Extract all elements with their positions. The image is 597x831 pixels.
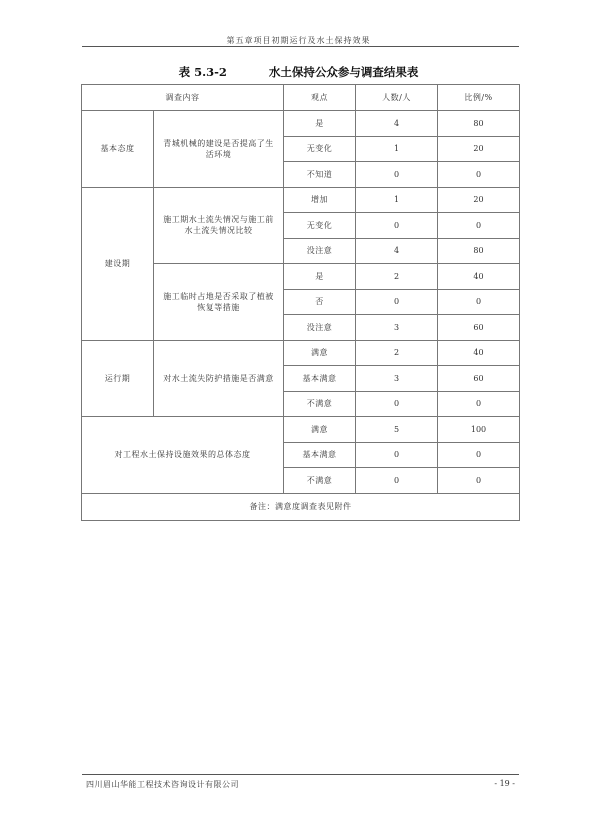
question-cell: 对水土流失防护措施是否满意 — [154, 340, 284, 417]
view-cell: 不满意 — [284, 391, 356, 417]
count-cell: 0 — [356, 391, 438, 417]
view-cell: 是 — [284, 111, 356, 137]
count-cell: 1 — [356, 187, 438, 213]
count-cell: 0 — [356, 213, 438, 239]
ratio-cell: 60 — [438, 315, 520, 341]
view-cell: 是 — [284, 264, 356, 290]
view-cell: 无变化 — [284, 213, 356, 239]
table-name: 水土保持公众参与调查结果表 — [268, 65, 419, 79]
header-view: 观点 — [284, 85, 356, 111]
count-cell: 4 — [356, 111, 438, 137]
table-row — [82, 340, 520, 366]
header-count: 人数/人 — [356, 85, 438, 111]
view-cell: 没注意 — [284, 315, 356, 341]
ratio-cell: 0 — [438, 391, 520, 417]
page-number: - 19 - — [494, 779, 515, 788]
view-cell: 满意 — [284, 340, 356, 366]
footer-company: 四川眉山华能工程技术咨询设计有限公司 — [86, 780, 239, 789]
view-cell: 不满意 — [284, 468, 356, 494]
view-cell: 增加 — [284, 187, 356, 213]
view-cell: 基本满意 — [284, 442, 356, 468]
question-cell: 施工期水土流失情况与施工前水土流失情况比较 — [154, 187, 284, 264]
table-header-row — [82, 85, 520, 111]
header-ratio: 比例/% — [438, 85, 520, 111]
count-cell: 0 — [356, 289, 438, 315]
view-cell: 基本满意 — [284, 366, 356, 392]
ratio-cell: 0 — [438, 442, 520, 468]
ratio-cell: 60 — [438, 366, 520, 392]
table-row — [82, 187, 520, 213]
table-number: 表 5.3-2 — [178, 65, 227, 79]
ratio-cell: 0 — [438, 289, 520, 315]
count-cell: 4 — [356, 238, 438, 264]
footer-rule — [82, 774, 519, 775]
count-cell: 3 — [356, 366, 438, 392]
ratio-cell: 100 — [438, 417, 520, 443]
ratio-cell: 80 — [438, 111, 520, 137]
count-cell: 5 — [356, 417, 438, 443]
question-cell: 青城机械的建设是否提高了生活环境 — [154, 111, 284, 188]
count-cell: 0 — [356, 468, 438, 494]
count-cell: 2 — [356, 340, 438, 366]
header-rule — [82, 46, 519, 47]
ratio-cell: 0 — [438, 162, 520, 188]
ratio-cell: 0 — [438, 213, 520, 239]
overall-question-cell: 对工程水土保持设施效果的总体态度 — [82, 417, 284, 494]
view-cell: 满意 — [284, 417, 356, 443]
category-cell: 建设期 — [82, 187, 154, 340]
ratio-cell: 40 — [438, 340, 520, 366]
count-cell: 0 — [356, 442, 438, 468]
header-content: 调查内容 — [82, 85, 284, 111]
ratio-cell: 20 — [438, 187, 520, 213]
table-row — [82, 111, 520, 137]
table-title — [0, 64, 597, 80]
ratio-cell: 0 — [438, 468, 520, 494]
count-cell: 0 — [356, 162, 438, 188]
view-cell: 没注意 — [284, 238, 356, 264]
count-cell: 3 — [356, 315, 438, 341]
ratio-cell: 80 — [438, 238, 520, 264]
view-cell: 不知道 — [284, 162, 356, 188]
count-cell: 2 — [356, 264, 438, 290]
ratio-cell: 20 — [438, 136, 520, 162]
note-row — [82, 493, 520, 520]
view-cell: 否 — [284, 289, 356, 315]
question-cell: 施工临时占地是否采取了植被恢复等措施 — [154, 264, 284, 341]
note-cell: 备注：满意度调查表见附件 — [82, 493, 520, 520]
category-cell: 基本态度 — [82, 111, 154, 188]
count-cell: 1 — [356, 136, 438, 162]
view-cell: 无变化 — [284, 136, 356, 162]
ratio-cell: 40 — [438, 264, 520, 290]
survey-table — [81, 84, 520, 521]
table-row — [82, 417, 520, 443]
category-cell: 运行期 — [82, 340, 154, 417]
page-header: 第五章项目初期运行及水土保持效果 — [226, 36, 371, 45]
